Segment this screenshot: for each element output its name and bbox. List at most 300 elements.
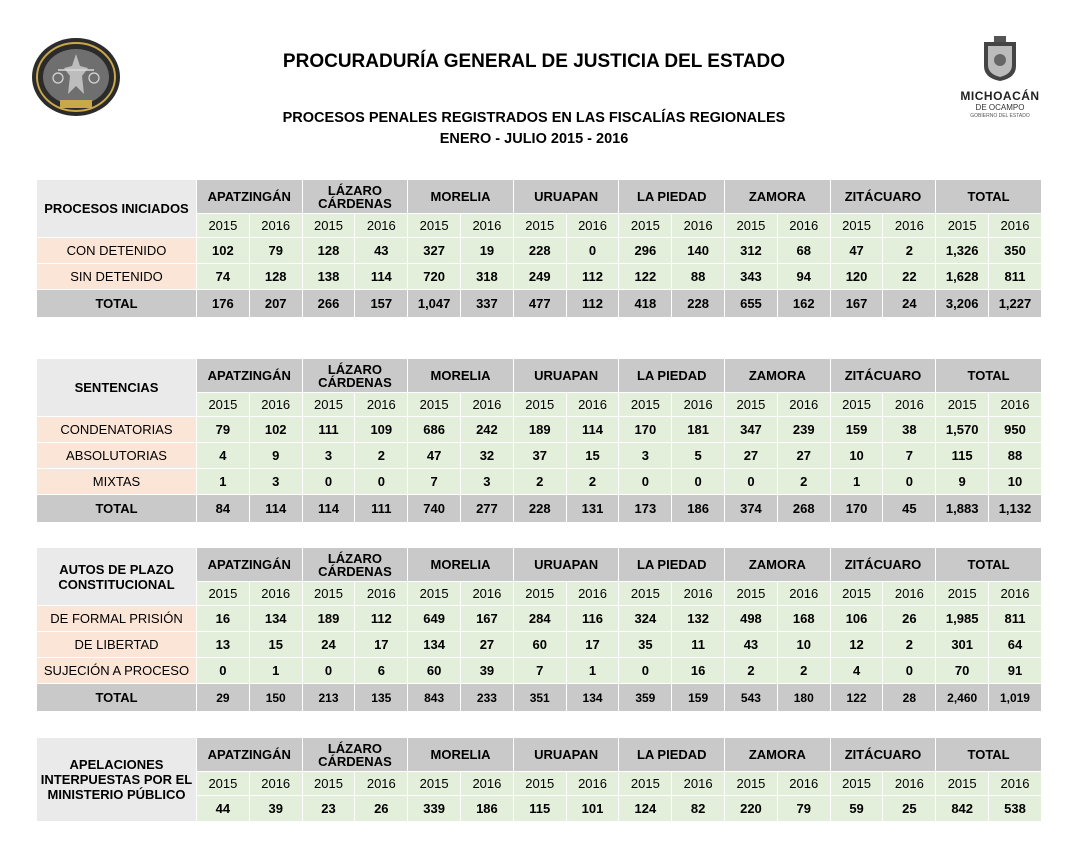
value-cell: 318 <box>461 264 514 290</box>
year-header: 2016 <box>777 772 830 796</box>
value-cell: 16 <box>197 606 250 632</box>
page-title: PROCURADURÍA GENERAL DE JUSTICIA DEL ESTADO <box>282 51 786 72</box>
value-cell: 79 <box>197 417 250 443</box>
value-cell: 249 <box>513 264 566 290</box>
value-cell: 114 <box>566 417 619 443</box>
year-header: 2015 <box>408 772 461 796</box>
value-cell: 0 <box>883 469 936 495</box>
row-label: CONDENATORIAS <box>37 417 197 443</box>
value-cell: 122 <box>619 264 672 290</box>
value-cell: 189 <box>302 606 355 632</box>
year-header: 2016 <box>672 214 725 238</box>
value-cell: 79 <box>777 796 830 822</box>
value-cell: 498 <box>725 606 778 632</box>
value-cell: 70 <box>936 658 989 684</box>
year-header: 2015 <box>619 393 672 417</box>
total-value-cell: 1,019 <box>989 684 1042 712</box>
year-header: 2015 <box>302 214 355 238</box>
region-header: URUAPAN <box>513 180 619 214</box>
year-header: 2015 <box>725 582 778 606</box>
total-value-cell: 2,460 <box>936 684 989 712</box>
year-header: 2016 <box>883 214 936 238</box>
logo-tagline: GOBIERNO DEL ESTADO <box>970 113 1030 119</box>
region-header: ZITÁCUARO <box>830 738 936 772</box>
year-header: 2015 <box>725 772 778 796</box>
total-value-cell: 374 <box>725 495 778 523</box>
total-value-cell: 477 <box>513 290 566 318</box>
total-value-cell: 228 <box>672 290 725 318</box>
value-cell: 1,326 <box>936 238 989 264</box>
value-cell: 6 <box>355 658 408 684</box>
value-cell: 60 <box>513 632 566 658</box>
year-header: 2016 <box>461 582 514 606</box>
total-value-cell: 268 <box>777 495 830 523</box>
value-cell: 43 <box>355 238 408 264</box>
year-header: 2015 <box>725 214 778 238</box>
value-cell: 0 <box>566 238 619 264</box>
value-cell: 64 <box>989 632 1042 658</box>
value-cell: 94 <box>777 264 830 290</box>
region-header: TOTAL <box>936 548 1042 582</box>
table-row <box>37 443 1042 469</box>
total-value-cell: 122 <box>830 684 883 712</box>
total-value-cell: 1,883 <box>936 495 989 523</box>
year-header: 2016 <box>355 214 408 238</box>
year-header: 2015 <box>197 393 250 417</box>
value-cell: 140 <box>672 238 725 264</box>
total-value-cell: 112 <box>566 290 619 318</box>
year-header: 2015 <box>830 772 883 796</box>
year-header: 2016 <box>566 214 619 238</box>
value-cell: 22 <box>883 264 936 290</box>
region-header: LÁZARO CÁRDENAS <box>302 180 408 214</box>
value-cell: 7 <box>883 443 936 469</box>
total-value-cell: 3,206 <box>936 290 989 318</box>
table-title: SENTENCIAS <box>37 359 197 417</box>
total-row <box>37 684 1042 712</box>
value-cell: 37 <box>513 443 566 469</box>
total-value-cell: 1,047 <box>408 290 461 318</box>
value-cell: 2 <box>725 658 778 684</box>
value-cell: 284 <box>513 606 566 632</box>
value-cell: 720 <box>408 264 461 290</box>
value-cell: 44 <box>197 796 250 822</box>
value-cell: 112 <box>355 606 408 632</box>
value-cell: 339 <box>408 796 461 822</box>
value-cell: 811 <box>989 264 1042 290</box>
value-cell: 17 <box>566 632 619 658</box>
table-title: APELACIONES INTERPUESTAS POR EL MINISTERIO PÚBLICO <box>37 738 197 822</box>
table-apelaciones <box>36 737 1042 822</box>
year-header: 2016 <box>249 214 302 238</box>
region-header: ZITÁCUARO <box>830 359 936 393</box>
value-cell: 106 <box>830 606 883 632</box>
table-row <box>37 658 1042 684</box>
value-cell: 0 <box>355 469 408 495</box>
year-header: 2015 <box>197 582 250 606</box>
value-cell: 114 <box>355 264 408 290</box>
value-cell: 228 <box>513 238 566 264</box>
year-header: 2016 <box>461 772 514 796</box>
value-cell: 9 <box>249 443 302 469</box>
year-header: 2016 <box>355 772 408 796</box>
year-header: 2016 <box>672 772 725 796</box>
region-header: LÁZARO CÁRDENAS <box>302 548 408 582</box>
region-header: MORELIA <box>408 548 514 582</box>
table-sentencias <box>36 358 1042 523</box>
value-cell: 159 <box>830 417 883 443</box>
value-cell: 181 <box>672 417 725 443</box>
value-cell: 0 <box>197 658 250 684</box>
total-value-cell: 159 <box>672 684 725 712</box>
total-value-cell: 114 <box>302 495 355 523</box>
value-cell: 168 <box>777 606 830 632</box>
value-cell: 27 <box>725 443 778 469</box>
value-cell: 0 <box>883 658 936 684</box>
year-header: 2016 <box>355 582 408 606</box>
total-value-cell: 359 <box>619 684 672 712</box>
total-value-cell: 207 <box>249 290 302 318</box>
value-cell: 1,628 <box>936 264 989 290</box>
value-cell: 170 <box>619 417 672 443</box>
table-row <box>37 606 1042 632</box>
subtitle-line-2: ENERO - JULIO 2015 - 2016 <box>439 131 629 147</box>
value-cell: 68 <box>777 238 830 264</box>
value-cell: 23 <box>302 796 355 822</box>
table-row <box>37 238 1042 264</box>
year-header: 2016 <box>566 582 619 606</box>
year-header: 2016 <box>777 214 830 238</box>
value-cell: 17 <box>355 632 408 658</box>
value-cell: 4 <box>830 658 883 684</box>
region-header: TOTAL <box>936 180 1042 214</box>
value-cell: 327 <box>408 238 461 264</box>
value-cell: 25 <box>883 796 936 822</box>
region-header: LÁZARO CÁRDENAS <box>302 359 408 393</box>
row-label: DE LIBERTAD <box>37 632 197 658</box>
value-cell: 3 <box>302 443 355 469</box>
year-header: 2015 <box>197 214 250 238</box>
table-title: AUTOS DE PLAZO CONSTITUCIONAL <box>37 548 197 606</box>
value-cell: 128 <box>302 238 355 264</box>
year-header: 2016 <box>249 582 302 606</box>
year-header: 2015 <box>830 214 883 238</box>
value-cell: 101 <box>566 796 619 822</box>
value-cell: 19 <box>461 238 514 264</box>
table-row <box>37 417 1042 443</box>
region-header: ZAMORA <box>725 359 831 393</box>
year-header: 2015 <box>302 393 355 417</box>
total-value-cell: 655 <box>725 290 778 318</box>
region-header-row <box>37 359 1042 393</box>
value-cell: 26 <box>883 606 936 632</box>
total-label: TOTAL <box>37 684 197 712</box>
value-cell: 312 <box>725 238 778 264</box>
year-header: 2015 <box>619 214 672 238</box>
table-row <box>37 469 1042 495</box>
year-header: 2015 <box>302 582 355 606</box>
value-cell: 0 <box>672 469 725 495</box>
total-value-cell: 180 <box>777 684 830 712</box>
region-header: LA PIEDAD <box>619 180 725 214</box>
table-title: PROCESOS INICIADOS <box>37 180 197 238</box>
value-cell: 138 <box>302 264 355 290</box>
value-cell: 347 <box>725 417 778 443</box>
value-cell: 2 <box>777 658 830 684</box>
year-header: 2016 <box>566 393 619 417</box>
value-cell: 2 <box>355 443 408 469</box>
region-header: MORELIA <box>408 359 514 393</box>
total-value-cell: 111 <box>355 495 408 523</box>
value-cell: 60 <box>408 658 461 684</box>
value-cell: 91 <box>989 658 1042 684</box>
year-header: 2016 <box>672 393 725 417</box>
value-cell: 296 <box>619 238 672 264</box>
year-header: 2015 <box>408 214 461 238</box>
year-header: 2016 <box>989 772 1042 796</box>
value-cell: 950 <box>989 417 1042 443</box>
value-cell: 120 <box>830 264 883 290</box>
value-cell: 74 <box>197 264 250 290</box>
table-autos-plazo-constitucional <box>36 547 1042 712</box>
row-label: DE FORMAL PRISIÓN <box>37 606 197 632</box>
value-cell: 538 <box>989 796 1042 822</box>
value-cell: 16 <box>672 658 725 684</box>
value-cell: 0 <box>619 469 672 495</box>
total-value-cell: 29 <box>197 684 250 712</box>
region-header: URUAPAN <box>513 738 619 772</box>
region-header-row <box>37 548 1042 582</box>
value-cell: 0 <box>619 658 672 684</box>
region-header: APATZINGÁN <box>197 738 303 772</box>
year-header: 2015 <box>619 772 672 796</box>
year-header: 2015 <box>830 582 883 606</box>
logo-name: MICHOACÁN <box>960 89 1040 103</box>
value-cell: 47 <box>830 238 883 264</box>
total-value-cell: 134 <box>566 684 619 712</box>
total-value-cell: 228 <box>513 495 566 523</box>
value-cell: 26 <box>355 796 408 822</box>
year-header: 2015 <box>197 772 250 796</box>
value-cell: 1 <box>830 469 883 495</box>
value-cell: 324 <box>619 606 672 632</box>
year-header: 2015 <box>725 393 778 417</box>
value-cell: 350 <box>989 238 1042 264</box>
total-value-cell: 543 <box>725 684 778 712</box>
total-value-cell: 277 <box>461 495 514 523</box>
value-cell: 35 <box>619 632 672 658</box>
row-label: CON DETENIDO <box>37 238 197 264</box>
region-header: ZITÁCUARO <box>830 548 936 582</box>
region-header: APATZINGÁN <box>197 359 303 393</box>
value-cell: 2 <box>513 469 566 495</box>
row-label: MIXTAS <box>37 469 197 495</box>
total-value-cell: 24 <box>883 290 936 318</box>
total-value-cell: 45 <box>883 495 936 523</box>
total-row <box>37 495 1042 523</box>
value-cell: 242 <box>461 417 514 443</box>
value-cell: 134 <box>408 632 461 658</box>
total-value-cell: 131 <box>566 495 619 523</box>
value-cell: 15 <box>249 632 302 658</box>
total-value-cell: 1,132 <box>989 495 1042 523</box>
region-header: MORELIA <box>408 180 514 214</box>
value-cell: 79 <box>249 238 302 264</box>
value-cell: 27 <box>777 443 830 469</box>
year-header: 2016 <box>249 772 302 796</box>
value-cell: 43 <box>725 632 778 658</box>
value-cell: 0 <box>302 469 355 495</box>
year-header: 2015 <box>513 393 566 417</box>
value-cell: 88 <box>672 264 725 290</box>
value-cell: 47 <box>408 443 461 469</box>
value-cell: 5 <box>672 443 725 469</box>
year-header: 2015 <box>619 582 672 606</box>
year-header: 2016 <box>672 582 725 606</box>
total-value-cell: 28 <box>883 684 936 712</box>
total-value-cell: 114 <box>249 495 302 523</box>
value-cell: 0 <box>302 658 355 684</box>
table-procesos-iniciados <box>36 179 1042 318</box>
year-header: 2015 <box>513 214 566 238</box>
value-cell: 1,570 <box>936 417 989 443</box>
total-value-cell: 843 <box>408 684 461 712</box>
value-cell: 2 <box>883 632 936 658</box>
value-cell: 189 <box>513 417 566 443</box>
total-value-cell: 170 <box>830 495 883 523</box>
region-header-row <box>37 738 1042 772</box>
region-header: APATZINGÁN <box>197 180 303 214</box>
value-cell: 124 <box>619 796 672 822</box>
table-row <box>37 632 1042 658</box>
procuraduria-seal-logo <box>30 36 122 118</box>
total-label: TOTAL <box>37 495 197 523</box>
total-value-cell: 351 <box>513 684 566 712</box>
region-header: LÁZARO CÁRDENAS <box>302 738 408 772</box>
total-value-cell: 162 <box>777 290 830 318</box>
region-header: ZAMORA <box>725 548 831 582</box>
value-cell: 38 <box>883 417 936 443</box>
region-header: LA PIEDAD <box>619 548 725 582</box>
value-cell: 10 <box>777 632 830 658</box>
value-cell: 220 <box>725 796 778 822</box>
page-subtitle <box>0 108 1068 150</box>
region-header: APATZINGÁN <box>197 548 303 582</box>
year-header: 2016 <box>777 393 830 417</box>
value-cell: 1 <box>249 658 302 684</box>
region-header: ZAMORA <box>725 738 831 772</box>
value-cell: 39 <box>249 796 302 822</box>
value-cell: 2 <box>777 469 830 495</box>
value-cell: 1 <box>197 469 250 495</box>
table-row <box>37 264 1042 290</box>
value-cell: 1 <box>566 658 619 684</box>
value-cell: 343 <box>725 264 778 290</box>
year-header: 2016 <box>883 582 936 606</box>
value-cell: 167 <box>461 606 514 632</box>
value-cell: 88 <box>989 443 1042 469</box>
region-header: URUAPAN <box>513 548 619 582</box>
value-cell: 109 <box>355 417 408 443</box>
total-value-cell: 135 <box>355 684 408 712</box>
total-value-cell: 1,227 <box>989 290 1042 318</box>
year-header: 2015 <box>830 393 883 417</box>
total-value-cell: 150 <box>249 684 302 712</box>
total-value-cell: 740 <box>408 495 461 523</box>
value-cell: 102 <box>249 417 302 443</box>
year-header: 2016 <box>461 214 514 238</box>
value-cell: 4 <box>197 443 250 469</box>
value-cell: 82 <box>672 796 725 822</box>
total-value-cell: 176 <box>197 290 250 318</box>
total-row <box>37 290 1042 318</box>
value-cell: 24 <box>302 632 355 658</box>
value-cell: 842 <box>936 796 989 822</box>
value-cell: 239 <box>777 417 830 443</box>
value-cell: 9 <box>936 469 989 495</box>
year-header: 2016 <box>989 582 1042 606</box>
total-value-cell: 418 <box>619 290 672 318</box>
value-cell: 27 <box>461 632 514 658</box>
value-cell: 7 <box>513 658 566 684</box>
region-header: TOTAL <box>936 738 1042 772</box>
value-cell: 10 <box>989 469 1042 495</box>
region-header: URUAPAN <box>513 359 619 393</box>
year-header: 2015 <box>936 214 989 238</box>
value-cell: 15 <box>566 443 619 469</box>
year-header: 2015 <box>408 393 461 417</box>
value-cell: 102 <box>197 238 250 264</box>
region-header: ZITÁCUARO <box>830 180 936 214</box>
year-header: 2015 <box>513 772 566 796</box>
value-cell: 11 <box>672 632 725 658</box>
total-value-cell: 167 <box>830 290 883 318</box>
value-cell: 115 <box>936 443 989 469</box>
row-label: SIN DETENIDO <box>37 264 197 290</box>
total-value-cell: 337 <box>461 290 514 318</box>
year-header: 2016 <box>461 393 514 417</box>
value-cell: 10 <box>830 443 883 469</box>
value-cell: 2 <box>883 238 936 264</box>
row-label: SUJECIÓN A PROCESO <box>37 658 197 684</box>
year-header: 2015 <box>936 393 989 417</box>
year-header: 2016 <box>883 393 936 417</box>
value-cell: 0 <box>725 469 778 495</box>
value-cell: 111 <box>302 417 355 443</box>
value-cell: 7 <box>408 469 461 495</box>
region-header: ZAMORA <box>725 180 831 214</box>
value-cell: 134 <box>249 606 302 632</box>
value-cell: 3 <box>249 469 302 495</box>
value-cell: 3 <box>619 443 672 469</box>
total-value-cell: 266 <box>302 290 355 318</box>
year-header: 2015 <box>408 582 461 606</box>
year-header: 2015 <box>936 772 989 796</box>
value-cell: 2 <box>566 469 619 495</box>
row-label: ABSOLUTORIAS <box>37 443 197 469</box>
region-header: LA PIEDAD <box>619 359 725 393</box>
total-value-cell: 213 <box>302 684 355 712</box>
region-header: MORELIA <box>408 738 514 772</box>
value-cell: 112 <box>566 264 619 290</box>
year-header: 2016 <box>989 393 1042 417</box>
total-value-cell: 173 <box>619 495 672 523</box>
total-value-cell: 233 <box>461 684 514 712</box>
region-header: LA PIEDAD <box>619 738 725 772</box>
value-cell: 811 <box>989 606 1042 632</box>
value-cell: 116 <box>566 606 619 632</box>
total-label: TOTAL <box>37 290 197 318</box>
